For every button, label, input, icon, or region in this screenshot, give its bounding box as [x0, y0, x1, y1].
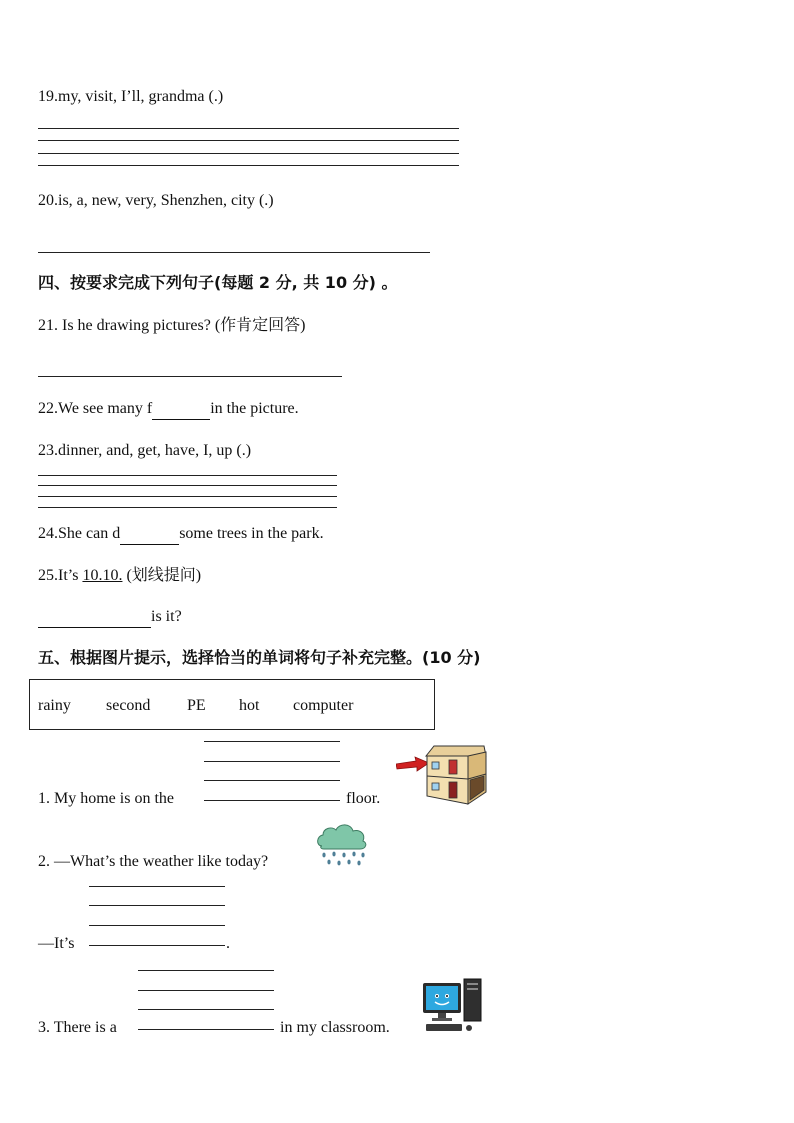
rain-cloud-icon: [314, 820, 370, 868]
question-25-underlined: 10.10.: [82, 567, 123, 584]
answer-line[interactable]: [138, 990, 274, 991]
answer-line[interactable]: [89, 886, 225, 887]
word-bank-item: rainy: [38, 697, 71, 714]
picture-question-2-answer: —It’s: [38, 935, 75, 952]
answer-line[interactable]: [204, 761, 340, 762]
answer-line[interactable]: [138, 1029, 274, 1030]
picture-question-1-after: floor.: [346, 790, 381, 807]
question-25: [38, 566, 201, 586]
word-bank-item: hot: [239, 697, 260, 714]
fill-blank-25[interactable]: [38, 607, 151, 628]
question-24-before: 24.She can d: [38, 525, 121, 542]
answer-line[interactable]: [38, 153, 459, 154]
question-25-after: is it?: [151, 608, 182, 625]
question-24-after: some trees in the park.: [179, 525, 324, 542]
answer-line[interactable]: [204, 780, 340, 781]
picture-question-3: 3. There is a: [38, 1019, 117, 1036]
answer-line[interactable]: [89, 905, 225, 906]
picture-question-1: 1. My home is on the: [38, 790, 174, 807]
answer-line[interactable]: [38, 485, 337, 486]
question-22-after: in the picture.: [210, 400, 299, 417]
section-4-title: 四、按要求完成下列句子(每题 2 分, 共 10 分) 。: [38, 273, 398, 292]
answer-line[interactable]: [204, 800, 340, 801]
word-bank-item: PE: [187, 697, 206, 714]
question-25-note: (划线提问): [122, 567, 202, 584]
computer-icon: [422, 977, 484, 1033]
answer-line[interactable]: [138, 1009, 274, 1010]
word-bank-item: second: [106, 697, 151, 714]
question-20: 20.is, a, new, very, Shenzhen, city (.): [38, 192, 274, 209]
question-24: [38, 524, 324, 545]
answer-line[interactable]: [138, 970, 274, 971]
question-25-answer: [38, 607, 182, 628]
picture-question-2-period: .: [226, 935, 230, 952]
answer-line[interactable]: [38, 507, 337, 508]
answer-line[interactable]: [38, 128, 459, 129]
question-22: [38, 399, 299, 420]
question-19: 19.my, visit, I’ll, grandma (.): [38, 88, 224, 105]
answer-line[interactable]: [89, 945, 225, 946]
answer-line[interactable]: [38, 140, 459, 141]
question-21: 21. Is he drawing pictures? (作肯定回答): [38, 317, 306, 334]
fill-blank-22[interactable]: [152, 399, 210, 420]
picture-question-2: 2. —What’s the weather like today?: [38, 853, 269, 870]
word-bank: [29, 679, 435, 730]
question-23: 23.dinner, and, get, have, I, up (.): [38, 442, 252, 459]
answer-line-20[interactable]: [38, 252, 430, 253]
picture-question-3-after: in my classroom.: [280, 1019, 390, 1036]
word-bank-item: computer: [293, 697, 354, 714]
answer-line[interactable]: [204, 741, 340, 742]
answer-line[interactable]: [38, 496, 337, 497]
answer-line[interactable]: [89, 925, 225, 926]
answer-line[interactable]: [38, 475, 337, 476]
two-storey-building-icon: [424, 744, 490, 806]
question-22-before: 22.We see many f: [38, 400, 153, 417]
section-5-title: 五、根据图片提示，选择恰当的单词将句子补充完整。(10 分): [38, 648, 481, 667]
answer-line-21[interactable]: [38, 376, 342, 377]
fill-blank-24[interactable]: [120, 524, 179, 545]
question-25-prefix: 25.It’s: [38, 567, 83, 584]
answer-line[interactable]: [38, 165, 459, 166]
